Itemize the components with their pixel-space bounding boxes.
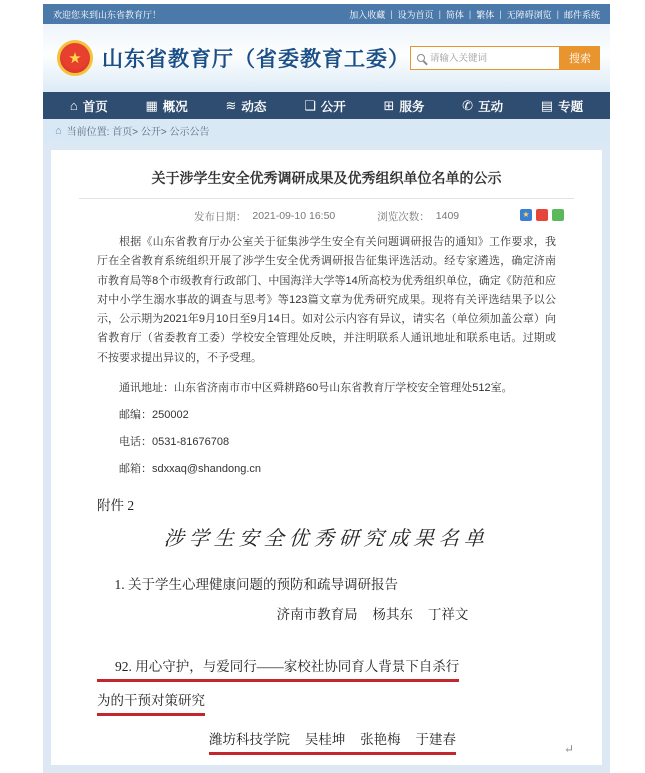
nav-label: 概况 xyxy=(162,99,188,114)
nav-item-home[interactable] xyxy=(70,97,108,115)
nav-item-services[interactable] xyxy=(384,97,425,115)
attachment-title: 涉学生安全优秀研究成果名单 xyxy=(163,527,490,550)
link-traditional[interactable]: 繁体 xyxy=(476,9,495,20)
link-set-homepage[interactable]: 设为首页 xyxy=(397,9,434,20)
item-1-org: 济南市教育局 xyxy=(276,606,358,622)
top-links xyxy=(349,8,600,21)
result-item-1-authors xyxy=(97,603,556,623)
page-body xyxy=(43,142,610,773)
national-emblem-logo: ★ xyxy=(57,40,93,76)
paragraph-return-mark: ↵ xyxy=(563,741,574,756)
open-book-icon: ❏ xyxy=(304,97,316,113)
nav-item-topics[interactable] xyxy=(541,97,583,115)
contact-postcode: 邮编：250002 xyxy=(119,408,189,421)
views-label: 浏览次数： xyxy=(377,210,430,223)
item-1-author: 杨其东 xyxy=(372,606,413,622)
speech-bubble-icon: ✆ xyxy=(462,97,474,113)
link-separator: | xyxy=(390,9,393,19)
breadcrumb-text[interactable]: 当前位置: 首页> 公开> 公示公告 xyxy=(66,127,210,138)
title-divider xyxy=(79,198,574,199)
views-value: 1409 xyxy=(435,210,460,222)
link-add-favorite[interactable]: 加入收藏 xyxy=(349,9,386,20)
share-icons xyxy=(520,209,564,221)
contact-phone: 电话：0531-81676708 xyxy=(119,435,230,448)
site-container xyxy=(43,4,610,773)
overview-grid-icon: ▦ xyxy=(145,97,158,113)
site-title: 山东省教育厅（省委教育工委） xyxy=(102,48,410,71)
contact-email: 邮箱：sdxxaq@shandong.cn xyxy=(119,462,262,475)
red-underlined-text: 为的干预对策研究 xyxy=(97,689,205,716)
publish-date-value: 2021-09-10 16:50 xyxy=(252,210,336,222)
item-92-author: 张艳梅 xyxy=(360,731,401,747)
link-accessibility[interactable]: 无障碍浏览 xyxy=(506,9,552,20)
item-92-org: 潍坊科技学院 xyxy=(209,731,290,747)
result-item-92-authors xyxy=(209,728,556,755)
item-92-author: 于建春 xyxy=(415,731,457,747)
nav-label: 专题 xyxy=(558,99,584,114)
nav-item-disclosure[interactable] xyxy=(304,97,346,115)
nav-item-overview[interactable] xyxy=(145,97,187,115)
item-1-author: 丁祥文 xyxy=(427,606,469,622)
nav-label: 服务 xyxy=(399,99,425,114)
share-wechat-icon[interactable] xyxy=(552,209,564,221)
search-input[interactable] xyxy=(430,53,553,64)
article-meta xyxy=(97,207,556,225)
nav-item-news[interactable] xyxy=(225,97,266,115)
share-weibo-icon[interactable] xyxy=(536,209,548,221)
nav-label: 首页 xyxy=(82,99,108,114)
nav-label: 互动 xyxy=(478,99,504,114)
contact-address: 通讯地址：山东省济南市市中区舜耕路60号山东省教育厅学校安全管理处512室。 xyxy=(119,381,513,394)
result-item-92-line1 xyxy=(97,655,556,682)
search-icon xyxy=(417,54,425,62)
document-icon: ⊞ xyxy=(383,97,395,113)
link-mail-system[interactable]: 邮件系统 xyxy=(563,9,600,20)
nav-label: 公开 xyxy=(320,99,346,114)
main-nav xyxy=(43,92,610,119)
site-header xyxy=(43,24,610,92)
search-area xyxy=(410,46,600,70)
article-title: 关于涉学生安全优秀调研成果及优秀组织单位名单的公示 xyxy=(151,170,502,186)
red-underlined-text xyxy=(209,728,456,755)
link-separator: | xyxy=(438,9,441,19)
article-panel xyxy=(51,150,602,765)
breadcrumb-home-icon: ⌂ xyxy=(55,124,62,137)
link-separator: | xyxy=(556,9,559,19)
link-separator: | xyxy=(499,9,502,19)
result-item-1-title: 1. 关于学生心理健康问题的预防和疏导调研报告 xyxy=(114,576,399,592)
brand xyxy=(57,40,410,76)
link-separator: | xyxy=(468,9,472,19)
result-item-92-line2 xyxy=(97,689,556,716)
red-underlined-text: 92. 用心守护，与爱同行——家校社协同育人背景下自杀行 xyxy=(97,655,459,682)
publish-date-label: 发布日期： xyxy=(193,210,247,223)
nav-item-interaction[interactable] xyxy=(462,97,503,115)
nav-label: 动态 xyxy=(241,99,267,114)
share-qzone-icon[interactable]: ★ xyxy=(520,209,532,221)
link-simplified[interactable]: 简体 xyxy=(445,9,464,20)
search-box xyxy=(410,46,560,70)
list-document-icon: ▤ xyxy=(540,97,554,113)
article-paragraph: 根据《山东省教育厅办公室关于征集涉学生安全有关问题调研报告的通知》工作要求，我厅在全省教育系统组织开展了涉学生安全优秀调研报告征集评选活动。经专家遴选，确定济南市教育局等8个市级教育行政部门、中国海洋大学等14所高校为优秀组织单位，确定《防范和应对中小学生溺水事故的调查与思考》等123篇文章为优秀研究成果。现将有关评选结果予以公示，公示期为2021年9月10日至9月14日。如对公示内容有异议，请实名（单位须加盖公章）向省教育厅（省委教育工委）学校安全管理处反映，并注明联系人通讯地址和联系电话。过期或不按要求提出异议的，不予受理。 xyxy=(97,236,556,364)
item-92-author: 吴桂坤 xyxy=(304,731,346,747)
layers-icon: ≋ xyxy=(225,97,237,113)
attachment-label: 附件 2 xyxy=(97,497,135,513)
home-icon: ⌂ xyxy=(69,98,78,113)
welcome-text: 欢迎您来到山东省教育厅！ xyxy=(53,9,162,20)
search-button[interactable]: 搜索 xyxy=(560,46,600,70)
top-bar xyxy=(43,4,610,24)
breadcrumb xyxy=(43,119,610,142)
